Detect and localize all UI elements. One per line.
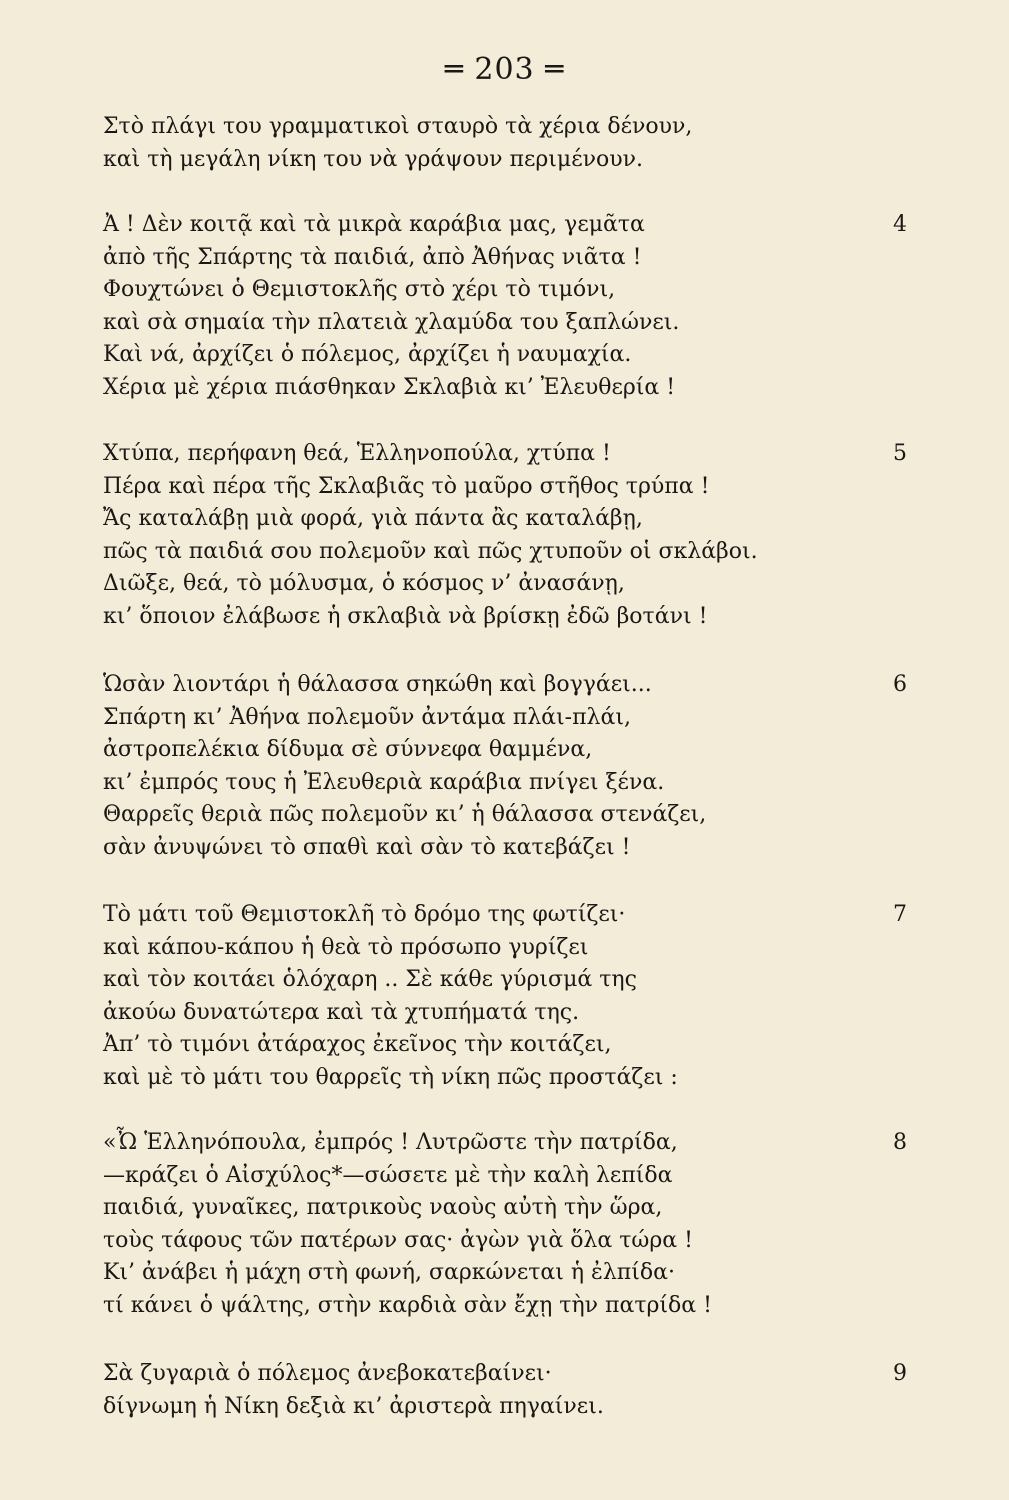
verse-line: Ἀ ! Δὲν κοιτᾷ καὶ τὰ μικρὰ καράβια μας, γεμᾶτα [103, 212, 645, 237]
verse-line: Κι’ ἀνάβει ἡ μάχη στὴ φωνή, σαρκώνεται ἡ ἐλπίδα· [103, 1260, 675, 1286]
stanza-8 [103, 1127, 907, 1323]
verse-line: Φουχτώνει ὁ Θεμιστοκλῆς στὸ χέρι τὸ τιμόνι, [103, 277, 616, 303]
verse-line: Καὶ νά, ἀρχίζει ὁ πόλεμος, ἀρχίζει ἡ ναυμαχία. [103, 342, 632, 368]
verse-line: Χέρια μὲ χέρια πιάσθηκαν Σκλαβιὰ κι’ Ἐλευθερία ! [103, 374, 676, 400]
verse-line: Ἀπ’ τὸ τιμόνι ἀτάραχος ἐκεῖνος τὴν κοιτάζει, [103, 1032, 612, 1058]
stanza-number: 6 [893, 672, 907, 697]
verse-line: καὶ κάπου-κάπου ἡ θεὰ τὸ πρόσωπο γυρίζει [103, 934, 589, 960]
verse-line: καὶ τὸν κοιτάει ὁλόχαρη .. Σὲ κάθε γύρισμά της [103, 967, 637, 993]
stanza-5 [103, 438, 907, 634]
verse-line: Πέρα καὶ πέρα τῆς Σκλαβιᾶς τὸ μαῦρο στῆθος τρύπα ! [103, 473, 710, 499]
verse-line: Διῶξε, θεά, τὸ μόλυσμα, ὁ κόσμος ν’ ἀνασάνῃ, [103, 571, 625, 597]
stanza-6 [103, 669, 907, 865]
verse-line: καὶ μὲ τὸ μάτι του θαρρεῖς τὴ νίκη πῶς προστάζει : [103, 1064, 678, 1090]
verse-line: Τὸ μάτι τοῦ Θεμιστοκλῆ τὸ δρόμο της φωτίζει· [103, 902, 626, 927]
verse-line: Ἄς καταλάβῃ μιὰ φορά, γιὰ πάντα ἂς καταλάβῃ, [103, 506, 643, 532]
verse-line: δίγνωμη ἡ Νίκη δεξιὰ κι’ ἀριστερὰ πηγαίνει. [103, 1393, 604, 1419]
verse-line: σὰν ἀνυψώνει τὸ σπαθὶ καὶ σὰν τὸ κατεβάζει ! [103, 834, 631, 860]
verse-line: πῶς τὰ παιδιά σου πολεμοῦν καὶ πῶς χτυποῦν οἱ σκλάβοι. [103, 538, 758, 564]
stanza-number: 8 [893, 1130, 907, 1155]
verse-line: Στὸ πλάγι του γραμματικοὶ σταυρὸ τὰ χέρια δένουν, [103, 114, 693, 139]
verse-line: Θαρρεῖς θεριὰ πῶς πολεμοῦν κι’ ἡ θάλασσα στενάζει, [103, 802, 707, 828]
stanza-number: 9 [893, 1361, 907, 1386]
stanza-4 [103, 209, 907, 405]
page-number: ═ 203 ═ [444, 52, 565, 87]
verse-line: —κράζει ὁ Αἰσχύλος*—σώσετε μὲ τὴν καλὴ λεπίδα [103, 1162, 673, 1188]
stanza-number: 7 [893, 902, 907, 927]
stanza-number: 5 [893, 441, 907, 466]
verse-line: κι’ ἐμπρός τους ἡ Ἐλευθεριὰ καράβια πνίγει ξένα. [103, 769, 665, 795]
verse-line: καὶ τὴ μεγάλη νίκη του νὰ γράψουν περιμένουν. [103, 146, 643, 172]
verse-line: τί κάνει ὁ ψάλτης, στὴν καρδιὰ σὰν ἔχῃ τὴν πατρίδα ! [103, 1292, 712, 1318]
verse-line: Ὡσὰν λιοντάρι ἡ θάλασσα σηκώθη καὶ βογγάει... [103, 672, 652, 697]
verse-line: ἀκούω δυνατώτερα καὶ τὰ χτυπήματά της. [103, 999, 580, 1025]
verse-line: Σπάρτη κι’ Ἀθήνα πολεμοῦν ἀντάμα πλάι-πλάι, [103, 704, 631, 730]
verse-line: Χτύπα, περήφανη θεά, Ἑλληνοπούλα, χτύπα ! [103, 441, 611, 466]
verse-line: καὶ σὰ σημαία τὴν πλατειὰ χλαμύδα του ξαπλώνει. [103, 309, 680, 335]
verse-line: κι’ ὅποιον ἐλάβωσε ἡ σκλαβιὰ νὰ βρίσκῃ ἐδῶ βοτάνι ! [103, 603, 708, 629]
verse-line: τοὺς τάφους τῶν πατέρων σας· ἀγὼν γιὰ ὅλα τώρα ! [103, 1227, 693, 1253]
verse-line: παιδιά, γυναῖκες, πατρικοὺς ναοὺς αὐτὴ τὴν ὥρα, [103, 1195, 663, 1221]
verse-line: «Ὦ Ἑλληνόπουλα, ἐμπρός ! Λυτρῶστε τὴν πατρίδα, [103, 1130, 678, 1155]
stanza-1 [103, 111, 903, 176]
verse-line: Σὰ ζυγαριὰ ὁ πόλεμος ἀνεβοκατεβαίνει· [103, 1361, 552, 1386]
stanza-7 [103, 899, 907, 1095]
stanza-9 [103, 1358, 907, 1423]
verse-line: ἀπὸ τῆς Σπάρτης τὰ παιδιά, ἀπὸ Ἀθήνας νιᾶτα ! [103, 244, 642, 270]
stanza-number: 4 [893, 212, 907, 237]
verse-line: ἀστροπελέκια δίδυμα σὲ σύννεφα θαμμένα, [103, 737, 593, 763]
